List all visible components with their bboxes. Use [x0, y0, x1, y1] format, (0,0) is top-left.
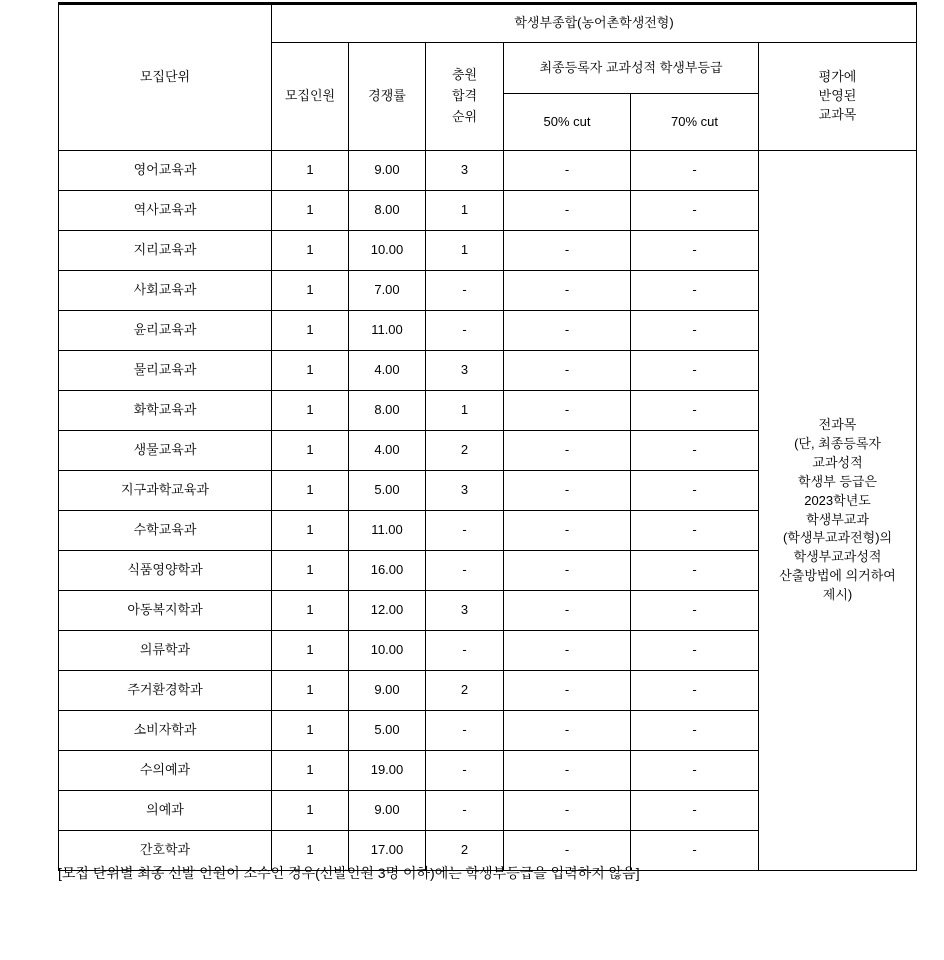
cell-waitlist-rank: 3: [426, 351, 504, 391]
header-reflected-subjects: [759, 43, 917, 151]
cell-quota: 1: [272, 711, 349, 751]
cell-waitlist-rank: 2: [426, 671, 504, 711]
cell-quota: 1: [272, 751, 349, 791]
cell-unit-name: 역사교육과: [59, 191, 272, 231]
cell-cut-50: -: [504, 751, 631, 791]
cell-cut-50: -: [504, 591, 631, 631]
cell-cut-50: -: [504, 151, 631, 191]
cell-unit-name: 물리교육과: [59, 351, 272, 391]
note-line: 학생부 등급은: [798, 473, 877, 489]
cell-cut-50: -: [504, 271, 631, 311]
cell-competition-ratio: 4.00: [349, 431, 426, 471]
header-grade-cut-group: 최종등록자 교과성적 학생부등급: [504, 43, 759, 94]
cell-cut-70: -: [631, 431, 759, 471]
cell-competition-ratio: 9.00: [349, 671, 426, 711]
header-waitlist-rank-line2: 합격: [451, 88, 478, 104]
cell-cut-70: -: [631, 551, 759, 591]
cell-quota: 1: [272, 271, 349, 311]
cell-waitlist-rank: 2: [426, 831, 504, 871]
cell-cut-70: -: [631, 511, 759, 551]
cell-waitlist-rank: 1: [426, 191, 504, 231]
cell-unit-name: 의예과: [59, 791, 272, 831]
cell-cut-50: -: [504, 631, 631, 671]
cell-cut-50: -: [504, 511, 631, 551]
cell-competition-ratio: 10.00: [349, 231, 426, 271]
cell-waitlist-rank: -: [426, 511, 504, 551]
cell-quota: 1: [272, 351, 349, 391]
cell-cut-70: -: [631, 231, 759, 271]
cell-unit-name: 지구과학교육과: [59, 471, 272, 511]
cell-cut-70: -: [631, 631, 759, 671]
cell-cut-70: -: [631, 671, 759, 711]
admissions-table: [58, 2, 917, 871]
table-body: [59, 151, 917, 871]
cell-waitlist-rank: 3: [426, 591, 504, 631]
note-line: 학생부교과성적: [793, 549, 882, 565]
cell-quota: 1: [272, 191, 349, 231]
cell-competition-ratio: 8.00: [349, 191, 426, 231]
cell-waitlist-rank: -: [426, 791, 504, 831]
note-line: 학생부교과: [806, 511, 869, 527]
cell-waitlist-rank: 2: [426, 431, 504, 471]
header-reflected-subjects-line1: 평가에: [818, 69, 857, 85]
header-competition-ratio: 경쟁률: [349, 43, 426, 151]
cell-competition-ratio: 11.00: [349, 511, 426, 551]
cell-competition-ratio: 9.00: [349, 151, 426, 191]
cell-waitlist-rank: -: [426, 271, 504, 311]
cell-waitlist-rank: 1: [426, 231, 504, 271]
note-line: 산출방법에 의거하여: [779, 568, 896, 584]
cell-cut-70: -: [631, 351, 759, 391]
cell-cut-70: -: [631, 591, 759, 631]
cell-quota: 1: [272, 231, 349, 271]
cell-unit-name: 생물교육과: [59, 431, 272, 471]
cell-competition-ratio: 8.00: [349, 391, 426, 431]
header-reflected-subjects-line3: 교과목: [818, 106, 857, 122]
cell-cut-50: -: [504, 471, 631, 511]
cell-competition-ratio: 19.00: [349, 751, 426, 791]
cell-quota: 1: [272, 431, 349, 471]
cell-cut-70: -: [631, 711, 759, 751]
cell-waitlist-rank: 1: [426, 391, 504, 431]
header-row-top: [59, 4, 917, 43]
header-waitlist-rank-line3: 순위: [451, 108, 478, 124]
cell-cut-70: -: [631, 271, 759, 311]
cell-unit-name: 윤리교육과: [59, 311, 272, 351]
cell-quota: 1: [272, 471, 349, 511]
cell-unit-name: 식품영양학과: [59, 551, 272, 591]
cell-unit-name: 지리교육과: [59, 231, 272, 271]
cell-competition-ratio: 5.00: [349, 471, 426, 511]
header-unit: 모집단위: [59, 4, 272, 151]
cell-cut-70: -: [631, 831, 759, 871]
cell-cut-50: -: [504, 351, 631, 391]
cell-cut-50: -: [504, 311, 631, 351]
cell-waitlist-rank: -: [426, 551, 504, 591]
cell-unit-name: 소비자학과: [59, 711, 272, 751]
note-line: 2023학년도: [804, 492, 871, 508]
header-admission-type: 학생부종합(농어촌학생전형): [272, 4, 917, 43]
cell-unit-name: 주거환경학과: [59, 671, 272, 711]
note-line: 제시): [822, 586, 853, 602]
cell-competition-ratio: 12.00: [349, 591, 426, 631]
cell-competition-ratio: 16.00: [349, 551, 426, 591]
cell-cut-70: -: [631, 471, 759, 511]
cell-quota: 1: [272, 831, 349, 871]
note-line: (학생부교과전형)의: [782, 530, 893, 546]
cell-unit-name: 영어교육과: [59, 151, 272, 191]
cell-waitlist-rank: -: [426, 311, 504, 351]
header-waitlist-rank-line1: 충원: [451, 67, 478, 83]
cell-cut-50: -: [504, 431, 631, 471]
cell-cut-50: -: [504, 671, 631, 711]
cell-quota: 1: [272, 791, 349, 831]
cell-unit-name: 수의예과: [59, 751, 272, 791]
cell-quota: 1: [272, 311, 349, 351]
header-waitlist-rank: [426, 43, 504, 151]
note-line: (단, 최종등록자: [794, 436, 881, 452]
cell-cut-70: -: [631, 391, 759, 431]
cell-unit-name: 화학교육과: [59, 391, 272, 431]
footnote: [모집 단위별 최종 선발 인원이 소수인 경우(선발인원 3명 이하)에는 학생부등급을 입력하지 않음]: [58, 865, 640, 881]
header-reflected-subjects-line2: 반영된: [818, 88, 857, 104]
header-cut-50: 50% cut: [504, 94, 631, 151]
cell-quota: 1: [272, 511, 349, 551]
cell-quota: 1: [272, 671, 349, 711]
cell-cut-70: -: [631, 311, 759, 351]
note-line: 전과목: [818, 417, 857, 433]
cell-cut-50: -: [504, 191, 631, 231]
cell-competition-ratio: 9.00: [349, 791, 426, 831]
cell-waitlist-rank: -: [426, 711, 504, 751]
cell-reflected-subjects-note: [759, 151, 917, 871]
cell-competition-ratio: 4.00: [349, 351, 426, 391]
cell-unit-name: 의류학과: [59, 631, 272, 671]
header-cut-70: 70% cut: [631, 94, 759, 151]
cell-competition-ratio: 5.00: [349, 711, 426, 751]
cell-quota: 1: [272, 551, 349, 591]
note-line: 교과성적: [812, 454, 863, 470]
cell-cut-70: -: [631, 151, 759, 191]
cell-unit-name: 사회교육과: [59, 271, 272, 311]
cell-competition-ratio: 7.00: [349, 271, 426, 311]
cell-competition-ratio: 11.00: [349, 311, 426, 351]
cell-waitlist-rank: -: [426, 751, 504, 791]
cell-quota: 1: [272, 591, 349, 631]
header-quota: 모집인원: [272, 43, 349, 151]
cell-cut-70: -: [631, 191, 759, 231]
cell-waitlist-rank: 3: [426, 151, 504, 191]
cell-quota: 1: [272, 391, 349, 431]
cell-competition-ratio: 10.00: [349, 631, 426, 671]
cell-cut-70: -: [631, 791, 759, 831]
cell-cut-50: -: [504, 231, 631, 271]
table-header: [59, 4, 917, 151]
cell-quota: 1: [272, 151, 349, 191]
cell-unit-name: 아동복지학과: [59, 591, 272, 631]
cell-competition-ratio: 17.00: [349, 831, 426, 871]
cell-waitlist-rank: -: [426, 631, 504, 671]
cell-cut-50: -: [504, 831, 631, 871]
cell-waitlist-rank: 3: [426, 471, 504, 511]
admissions-table-container: [58, 2, 916, 871]
cell-unit-name: 수학교육과: [59, 511, 272, 551]
cell-cut-50: -: [504, 551, 631, 591]
cell-unit-name: 간호학과: [59, 831, 272, 871]
cell-cut-70: -: [631, 751, 759, 791]
table-row: [59, 151, 917, 191]
cell-cut-50: -: [504, 711, 631, 751]
cell-quota: 1: [272, 631, 349, 671]
cell-cut-50: -: [504, 791, 631, 831]
cell-cut-50: -: [504, 391, 631, 431]
